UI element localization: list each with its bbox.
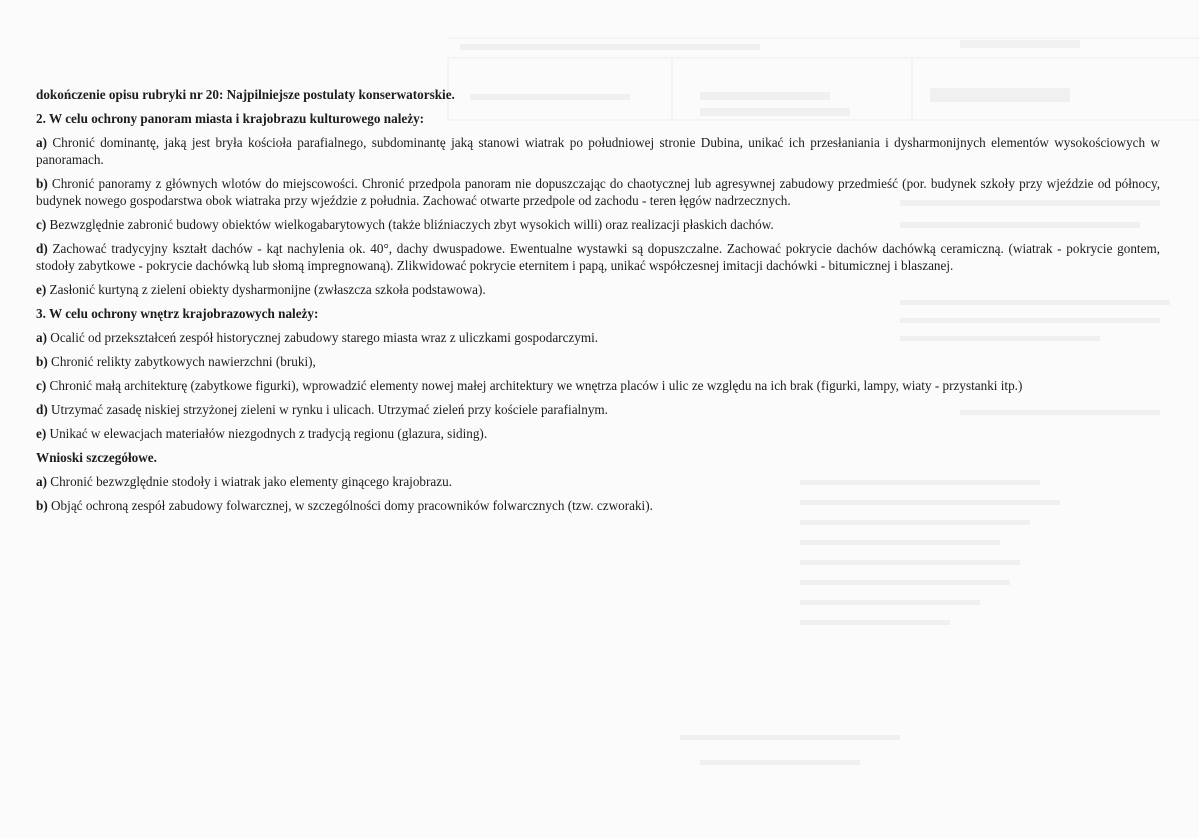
section-heading-detailed-conclusions: Wnioski szczegółowe. [36, 450, 157, 465]
list-item [36, 329, 1160, 346]
item-letter: b) [36, 498, 48, 513]
item-text: Chronić panoramy z głównych wlotów do miejscowości. Chronić przedpola panoram nie dopuszczając do chaotycznej lub agresywnej zabudowy przedmieść (por. budynek szkoły przy wjeździe od północy, budynek nowego gospodarstwa obok wiatraka przy wjeździe z południa. Zachować otwarte przedpole od zachodu - teren łęgów nadrzecznych. [36, 176, 1160, 208]
item-text: Ocalić od przekształceń zespół historycznej zabudowy starego miasta wraz z uliczkami gospodarczymi. [50, 330, 599, 345]
document-body [36, 86, 1160, 521]
item-letter: b) [36, 354, 48, 369]
list-item [36, 281, 1160, 298]
list-item [36, 401, 1160, 418]
item-text: Unikać w elewacjach materiałów niezgodnych z tradycją regionu (glazura, siding). [49, 426, 488, 441]
list-item [36, 353, 1160, 370]
item-text: Bezwzględnie zabronić budowy obiektów wielkogabarytowych (także bliźniaczych zbyt wysokich willi) oraz realizacji płaskich dachów. [49, 217, 774, 232]
item-text: Zachować tradycyjny kształt dachów - kąt nachylenia ok. 40°, dachy dwuspadowe. Ewentualne wystawki są dopuszczalne. Zachować pokrycie dachów dachówką ceramiczną. (wiatrak - pokrycie gontem, stodoły zabytkowe - pokrycie dachówką lub słomą impregnowaną). Zlikwidować pokrycie eternitem i papą, unikać współczesnej imitacji dachówki - bitumicznej i blaszanej. [36, 241, 1160, 273]
item-text: Objąć ochroną zespół zabudowy folwarcznej, w szczególności domy pracowników folwarcznych (tzw. czworaki). [51, 498, 653, 513]
list-item [36, 240, 1160, 274]
item-letter: a) [36, 330, 47, 345]
item-letter: a) [36, 135, 47, 150]
item-text: Zasłonić kurtyną z zieleni obiekty dysharmonijne (zwłaszcza szkoła podstawowa). [49, 282, 486, 297]
list-item [36, 216, 1160, 233]
item-letter: c) [36, 378, 47, 393]
list-item [36, 425, 1160, 442]
list-item [36, 134, 1160, 168]
item-text: Chronić dominantę, jaką jest bryła kościoła parafialnego, subdominantę jaką stanowi wiatrak po południowej stronie Dubina, unikać ich przesłaniania i dysharmonijnych elementów wysokościowych w panoramach. [36, 135, 1161, 167]
list-item [36, 473, 1160, 490]
item-text: Chronić bezwzględnie stodoły i wiatrak jako elementy ginącego krajobrazu. [50, 474, 453, 489]
item-text: Chronić małą architekturę (zabytkowe figurki), wprowadzić elementy nowej małej architektury we wnętrza placów i ulic ze względu na ich brak (figurki, lampy, wiaty - przystanki itp.) [49, 378, 1023, 393]
item-letter: e) [36, 282, 47, 297]
item-letter: d) [36, 241, 48, 256]
section-heading-landscape-interiors: 3. W celu ochrony wnętrz krajobrazowych należy: [36, 306, 319, 321]
item-text: Chronić relikty zabytkowych nawierzchni (bruki), [51, 354, 316, 369]
item-letter: d) [36, 402, 48, 417]
item-letter: e) [36, 426, 47, 441]
item-text: Utrzymać zasadę niskiej strzyżonej zieleni w rynku i ulicach. Utrzymać zieleń przy kościele parafialnym. [51, 402, 608, 417]
item-letter: c) [36, 217, 47, 232]
list-item [36, 175, 1160, 209]
item-letter: b) [36, 176, 48, 191]
list-item [36, 377, 1160, 394]
item-letter: a) [36, 474, 47, 489]
section-heading-panoramas: 2. W celu ochrony panoram miasta i krajobrazu kulturowego należy: [36, 111, 425, 126]
list-item [36, 497, 1160, 514]
intro-heading: dokończenie opisu rubryki nr 20: Najpilniejsze postulaty konserwatorskie. [36, 87, 455, 102]
